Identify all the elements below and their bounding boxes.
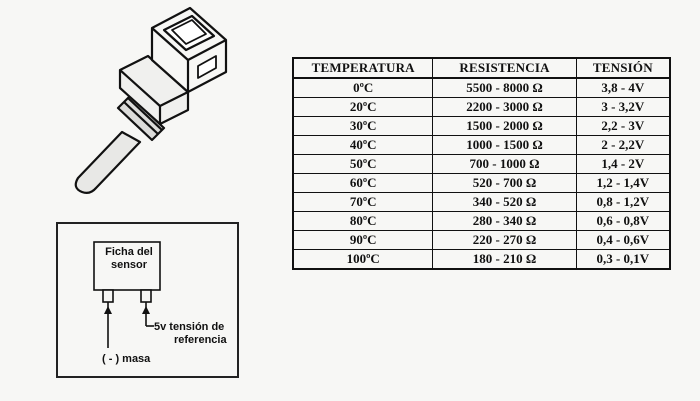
temperature-sensor-illustration — [60, 0, 250, 200]
cell-temperature: 90ºC — [293, 231, 433, 250]
cell-temperature: 80ºC — [293, 212, 433, 231]
cell-temperature: 50ºC — [293, 155, 433, 174]
cell-voltage: 3 - 3,2V — [576, 98, 670, 117]
table-header-row — [293, 58, 670, 78]
table-row — [293, 155, 670, 174]
cell-temperature: 0ºC — [293, 78, 433, 98]
table-row — [293, 174, 670, 193]
cell-voltage: 0,3 - 0,1V — [576, 250, 670, 270]
temperature-resistance-table — [292, 57, 671, 270]
cell-voltage: 3,8 - 4V — [576, 78, 670, 98]
cell-resistance: 520 - 700 Ω — [433, 174, 576, 193]
cell-resistance: 1500 - 2000 Ω — [433, 117, 576, 136]
sensor-connector-label-line2: sensor — [110, 259, 148, 271]
cell-resistance: 5500 - 8000 Ω — [433, 78, 576, 98]
cell-voltage: 0,6 - 0,8V — [576, 212, 670, 231]
table-row — [293, 136, 670, 155]
cell-voltage: 2 - 2,2V — [576, 136, 670, 155]
cell-resistance: 280 - 340 Ω — [433, 212, 576, 231]
header-tension: TENSIÓN — [576, 58, 670, 78]
reference-voltage-label-line2: referencia — [174, 334, 227, 346]
cell-voltage: 1,2 - 1,4V — [576, 174, 670, 193]
table-row — [293, 78, 670, 98]
table-row — [293, 231, 670, 250]
cell-temperature: 20ºC — [293, 98, 433, 117]
cell-temperature: 100ºC — [293, 250, 433, 270]
cell-resistance: 1000 - 1500 Ω — [433, 136, 576, 155]
cell-voltage: 1,4 - 2V — [576, 155, 670, 174]
cell-voltage: 2,2 - 3V — [576, 117, 670, 136]
reference-voltage-label-line1: 5v tensión de — [154, 321, 225, 333]
sensor-connector-label — [98, 246, 160, 272]
cell-voltage: 0,4 - 0,6V — [576, 231, 670, 250]
sensor-connector-label-line1: Ficha del — [105, 246, 153, 258]
table-row — [293, 193, 670, 212]
cell-temperature: 40ºC — [293, 136, 433, 155]
cell-resistance: 180 - 210 Ω — [433, 250, 576, 270]
header-resistencia: RESISTENCIA — [433, 58, 576, 78]
cell-temperature: 60ºC — [293, 174, 433, 193]
table-row — [293, 250, 670, 270]
cell-temperature: 30ºC — [293, 117, 433, 136]
cell-resistance: 340 - 520 Ω — [433, 193, 576, 212]
table-row — [293, 212, 670, 231]
table-row — [293, 98, 670, 117]
cell-resistance: 700 - 1000 Ω — [433, 155, 576, 174]
cell-resistance: 2200 - 3000 Ω — [433, 98, 576, 117]
reference-voltage-label — [154, 321, 236, 347]
header-temperatura: TEMPERATURA — [293, 58, 433, 78]
cell-voltage: 0,8 - 1,2V — [576, 193, 670, 212]
table-row — [293, 117, 670, 136]
sensor-wiring-diagram — [56, 222, 239, 378]
cell-resistance: 220 - 270 Ω — [433, 231, 576, 250]
ground-label: ( - ) masa — [102, 353, 151, 365]
cell-temperature: 70ºC — [293, 193, 433, 212]
